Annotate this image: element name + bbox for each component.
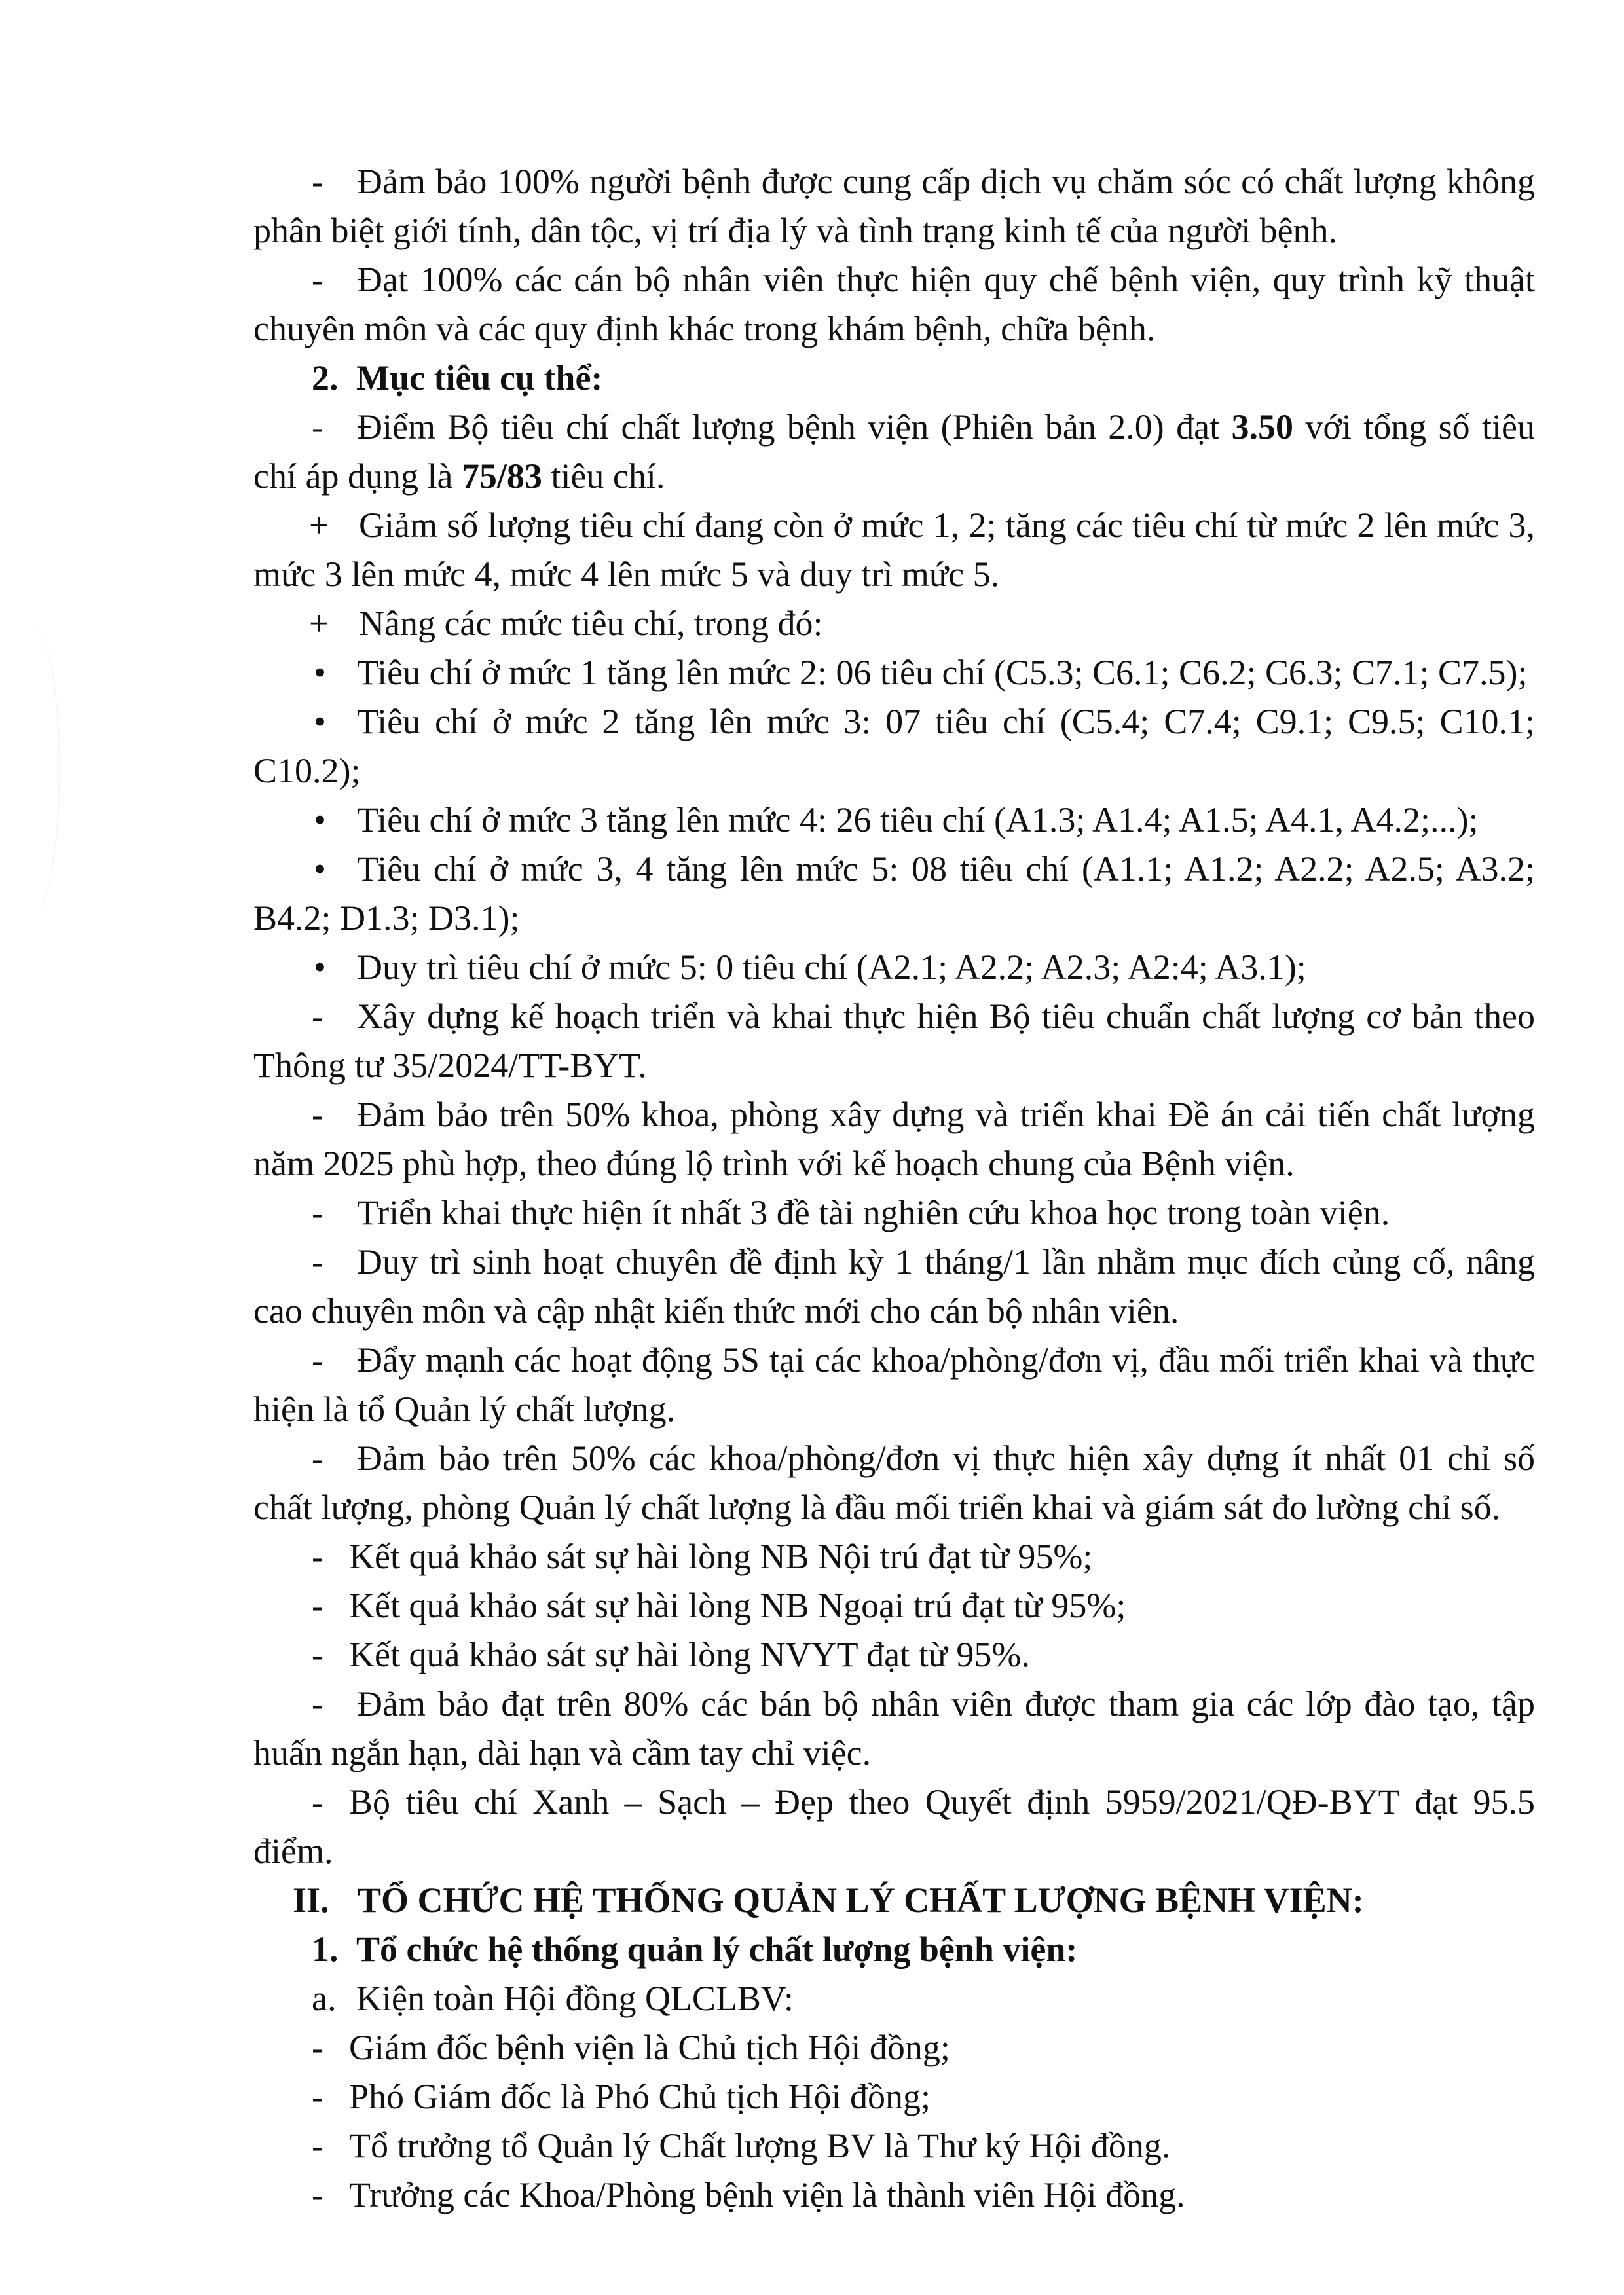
- list-marker: -: [312, 260, 323, 299]
- paragraph-text: Đảm bảo đạt trên 80% các bán bộ nhân viên được tham gia các lớp đào tạo, tập huấn ngắn hạn, dài hạn và cầm tay chỉ việc.: [253, 1684, 1535, 1772]
- list-marker: •: [314, 947, 326, 987]
- paragraph: [253, 403, 1535, 501]
- list-marker: -: [312, 1782, 323, 1822]
- paragraph: [253, 157, 1535, 255]
- bullet-item: [253, 796, 1535, 845]
- paragraph-text: Triển khai thực hiện ít nhất 3 đề tài nghiên cứu khoa học trong toàn viện.: [357, 1193, 1390, 1232]
- paragraph-text: Tiêu chí ở mức 3, 4 tăng lên mức 5: 08 tiêu chí (A1.1; A1.2; A2.2; A2.5; A3.2; B4.2; D1.3; D3.1);: [253, 849, 1535, 938]
- list-marker: -: [312, 407, 323, 447]
- list-marker: •: [314, 702, 326, 741]
- paragraph: [253, 2072, 1535, 2121]
- list-marker: -: [312, 1684, 323, 1723]
- paragraph-text: Đảm bảo trên 50% các khoa/phòng/đơn vị thực hiện xây dựng ít nhất 01 chỉ số chất lượng, phòng Quản lý chất lượng là đầu mối triển khai và giám sát đo lường chỉ số.: [253, 1439, 1535, 1527]
- list-marker: •: [314, 849, 326, 889]
- paragraph-text: Nâng các mức tiêu chí, trong đó:: [359, 604, 823, 643]
- paragraph-text: Mục tiêu cụ thể:: [356, 358, 603, 397]
- list-marker: -: [312, 2126, 323, 2165]
- list-marker: 1.: [312, 1930, 339, 1969]
- list-marker: -: [312, 1193, 323, 1232]
- section-heading: [253, 354, 1535, 403]
- list-marker: +: [309, 505, 329, 545]
- bullet-item: [253, 648, 1535, 697]
- list-marker: •: [314, 653, 326, 692]
- paragraph-text: với tổng số tiêu chí áp dụng là: [253, 407, 1535, 496]
- paragraph-text: Bộ tiêu chí Xanh – Sạch – Đẹp theo Quyết định 5959/2021/QĐ-BYT đạt 95.5 điểm.: [253, 1782, 1535, 1871]
- list-marker: -: [312, 1242, 323, 1281]
- paragraph-text: Điểm Bộ tiêu chí chất lượng bệnh viện (Phiên bản 2.0) đạt: [357, 407, 1232, 447]
- list-marker: -: [312, 1537, 323, 1576]
- paragraph-text: TỔ CHỨC HỆ THỐNG QUẢN LÝ CHẤT LƯỢNG BỆNH VIỆN:: [358, 1881, 1364, 1920]
- list-marker: -: [312, 1095, 323, 1134]
- section-heading: [253, 1876, 1535, 1925]
- paragraph-text: Kết quả khảo sát sự hài lòng NVYT đạt từ 95%.: [349, 1635, 1030, 1674]
- paragraph: [253, 1188, 1535, 1238]
- paragraph-text: Xây dựng kế hoạch triển và khai thực hiện Bộ tiêu chuẩn chất lượng cơ bản theo Thông tư 35/2024/TT-BYT.: [253, 997, 1535, 1085]
- paragraph: [253, 1532, 1535, 1581]
- paragraph: [253, 1974, 1535, 2023]
- paragraph-text: Đảm bảo 100% người bệnh được cung cấp dịch vụ chăm sóc có chất lượng không phân biệt giới tính, dân tộc, vị trí địa lý và tình trạng kinh tế của người bệnh.: [253, 162, 1535, 250]
- list-marker: -: [312, 1635, 323, 1674]
- paragraph-text: Kết quả khảo sát sự hài lòng NB Ngoại trú đạt từ 95%;: [349, 1586, 1126, 1625]
- list-marker: -: [312, 2077, 323, 2116]
- paragraph-text: Tổ chức hệ thống quản lý chất lượng bệnh viện:: [356, 1930, 1078, 1969]
- paragraph: [253, 2171, 1535, 2220]
- paragraph-text: Kết quả khảo sát sự hài lòng NB Nội trú đạt từ 95%;: [349, 1537, 1093, 1576]
- list-marker: +: [309, 604, 329, 643]
- paragraph: [253, 501, 1535, 599]
- list-marker: -: [312, 2028, 323, 2067]
- paragraph: [253, 2121, 1535, 2171]
- list-marker: -: [312, 1340, 323, 1380]
- paragraph: [253, 1680, 1535, 1778]
- paragraph: [253, 992, 1535, 1090]
- paragraph-text: Đẩy mạnh các hoạt động 5S tại các khoa/phòng/đơn vị, đầu mối triển khai và thực hiện là tổ Quản lý chất lượng.: [253, 1340, 1535, 1429]
- paragraph: [253, 2023, 1535, 2072]
- paragraph: [253, 1434, 1535, 1532]
- list-marker: 2.: [312, 358, 339, 397]
- list-marker: II.: [293, 1881, 329, 1920]
- paragraph-text: tiêu chí.: [542, 456, 665, 496]
- paragraph-text: Duy trì sinh hoạt chuyên đề định kỳ 1 tháng/1 lần nhằm mục đích củng cố, nâng cao chuyên môn và cập nhật kiến thức mới cho cán bộ nhân viên.: [253, 1242, 1535, 1331]
- paragraph: [253, 599, 1535, 648]
- scan-edge-shadow: [0, 622, 60, 917]
- paragraph-text: Tiêu chí ở mức 2 tăng lên mức 3: 07 tiêu chí (C5.4; C7.4; C9.1; C9.5; C10.1; C10.2);: [253, 702, 1535, 790]
- paragraph-text: Đảm bảo trên 50% khoa, phòng xây dựng và triển khai Đề án cải tiến chất lượng năm 2025 phù hợp, theo đúng lộ trình với kế hoạch chung của Bệnh viện.: [253, 1095, 1535, 1183]
- paragraph-text: Phó Giám đốc là Phó Chủ tịch Hội đồng;: [349, 2077, 931, 2116]
- list-marker: -: [312, 997, 323, 1036]
- paragraph-text: Trưởng các Khoa/Phòng bệnh viện là thành viên Hội đồng.: [349, 2175, 1185, 2214]
- bold-value: 3.50: [1231, 407, 1293, 447]
- paragraph: [253, 1630, 1535, 1680]
- paragraph-text: Tiêu chí ở mức 1 tăng lên mức 2: 06 tiêu chí (C5.3; C6.1; C6.2; C6.3; C7.1; C7.5);: [357, 653, 1528, 692]
- paragraph: [253, 1090, 1535, 1188]
- list-marker: -: [312, 2175, 323, 2214]
- paragraph-text: Tiêu chí ở mức 3 tăng lên mức 4: 26 tiêu chí (A1.3; A1.4; A1.5; A4.1, A4.2;...);: [357, 800, 1479, 839]
- paragraph-text: Duy trì tiêu chí ở mức 5: 0 tiêu chí (A2.1; A2.2; A2.3; A2:4; A3.1);: [357, 947, 1306, 987]
- bullet-item: [253, 943, 1535, 992]
- list-marker: •: [314, 800, 326, 839]
- list-marker: a.: [312, 1979, 337, 2018]
- paragraph: [253, 255, 1535, 354]
- paragraph: [253, 1778, 1535, 1876]
- list-marker: -: [312, 1439, 323, 1478]
- bold-value: 75/83: [461, 456, 542, 496]
- paragraph-text: Đạt 100% các cán bộ nhân viên thực hiện quy chế bệnh viện, quy trình kỹ thuật chuyên môn và các quy định khác trong khám bệnh, chữa bệnh.: [253, 260, 1535, 348]
- bullet-item: [253, 697, 1535, 796]
- paragraph-text: Giám đốc bệnh viện là Chủ tịch Hội đồng;: [349, 2028, 950, 2067]
- paragraph: [253, 1581, 1535, 1630]
- paragraph: [253, 1336, 1535, 1434]
- list-marker: -: [312, 162, 323, 201]
- list-marker: -: [312, 1586, 323, 1625]
- section-heading: [253, 1925, 1535, 1974]
- paragraph: [253, 1238, 1535, 1336]
- paragraph-text: Kiện toàn Hội đồng QLCLBV:: [356, 1979, 794, 2018]
- bullet-item: [253, 845, 1535, 943]
- document-body: [253, 157, 1535, 2220]
- paragraph-text: Giảm số lượng tiêu chí đang còn ở mức 1, 2; tăng các tiêu chí từ mức 2 lên mức 3, mức 3 lên mức 4, mức 4 lên mức 5 và duy trì mức 5.: [253, 505, 1535, 594]
- paragraph-text: Tổ trưởng tổ Quản lý Chất lượng BV là Thư ký Hội đồng.: [349, 2126, 1171, 2165]
